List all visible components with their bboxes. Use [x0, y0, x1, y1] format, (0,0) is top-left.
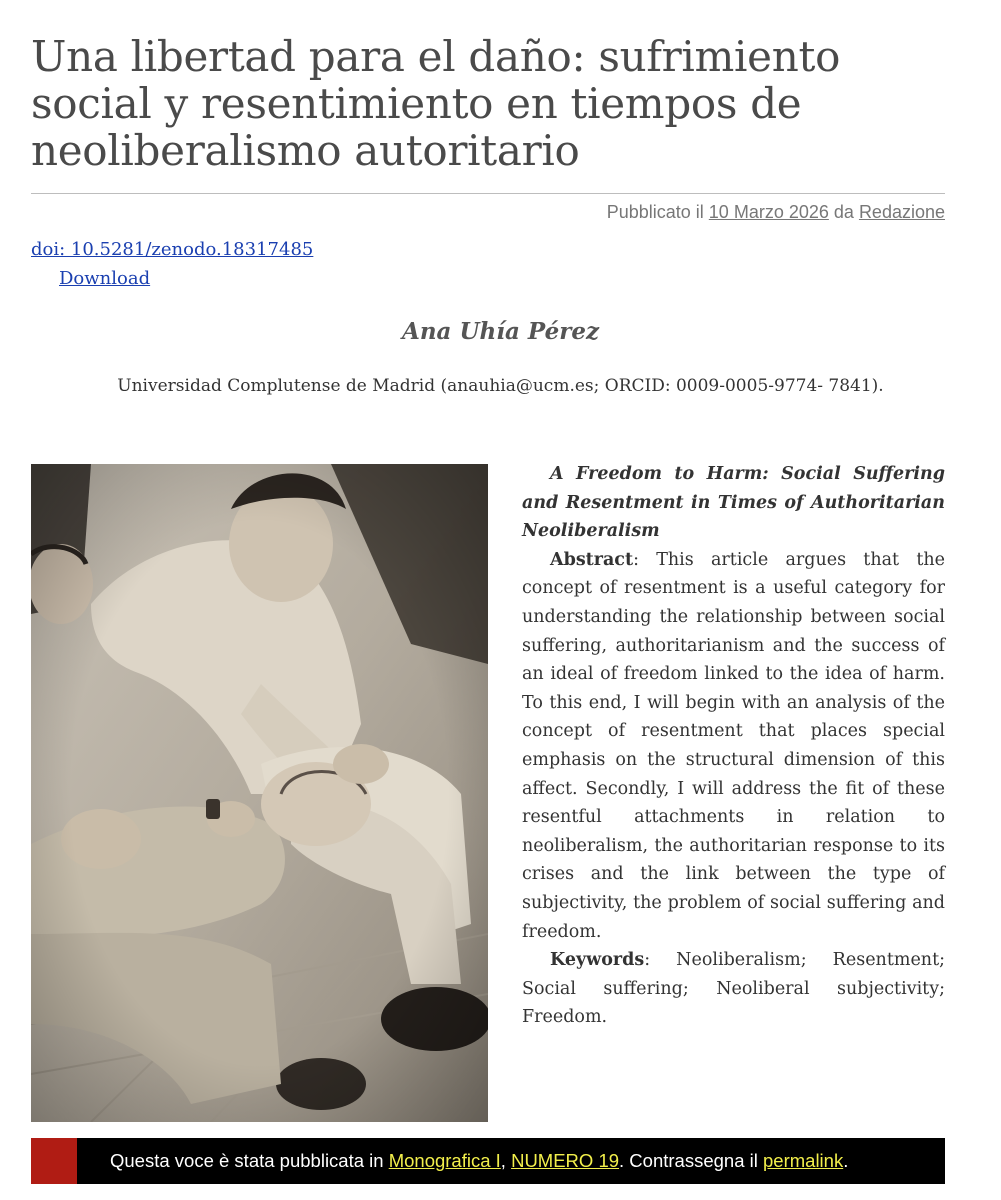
keywords-text: : Neoliberalism; Resentment; Social suffering; Neoliberal subjectivity; Freedom. [522, 950, 945, 1028]
category-link-numero[interactable]: NUMERO 19 [511, 1150, 620, 1171]
author-affiliation: Universidad Complutense de Madrid (anauhia@ucm.es; ORCID: 0009-0005-9774- 7841). [117, 376, 884, 396]
article-photo [31, 464, 488, 1122]
english-title: A Freedom to Harm: Social Suffering and Resentment in Times of Authoritarian Neoliberalism [522, 464, 945, 542]
post-title: Una libertad para el daño: sufrimiento social y resentimiento en tiempos de neoliberalismo autoritario [31, 32, 841, 175]
post-date-link[interactable]: 10 Marzo 2026 [708, 202, 829, 222]
post-meta [607, 202, 945, 223]
post-footer [31, 1138, 945, 1184]
abstract-paragraph [522, 546, 945, 946]
category-flag-icon [31, 1138, 77, 1184]
download-link[interactable]: Download [59, 268, 151, 289]
abstract-block [522, 460, 945, 1032]
footer-prefix: Questa voce è stata pubblicata in [110, 1150, 384, 1171]
keywords-paragraph [522, 946, 945, 1032]
abstract-text: : This article argues that the concept of resentment is a useful category for understanding the relationship between social suffering, authoritarianism and the success of an ideal of freedom linked to the idea of harm. To this end, I will begin with an analysis of the concept of resentment that places special emphasis on the structural dimension of this affect. Secondly, I will address the fit of these resentful attachments in relation to neoliberalism, the authoritarian response to its crises and the link between the type of subjectivity, the problem of social suffering and freedom. [522, 549, 945, 942]
footer-text [110, 1150, 848, 1172]
footer-mid: . Contrassegna il [619, 1150, 758, 1171]
article-author: Ana Uhía Pérez [401, 318, 600, 345]
permalink-link[interactable]: permalink [763, 1150, 844, 1171]
keywords-label: Keywords [550, 950, 645, 971]
title-divider [31, 193, 945, 194]
footer-end: . [843, 1150, 849, 1171]
by-label: da [833, 202, 854, 222]
category-link-monografica[interactable]: Monografica I [388, 1150, 501, 1171]
published-prefix: Pubblicato il [606, 202, 704, 222]
post-author-link[interactable]: Redazione [858, 202, 945, 222]
footer-separator: , [500, 1150, 506, 1171]
doi-link[interactable]: doi: 10.5281/zenodo.18317485 [31, 239, 314, 260]
sepia-photo-illustration [31, 464, 488, 1122]
abstract-label: Abstract [550, 549, 634, 570]
